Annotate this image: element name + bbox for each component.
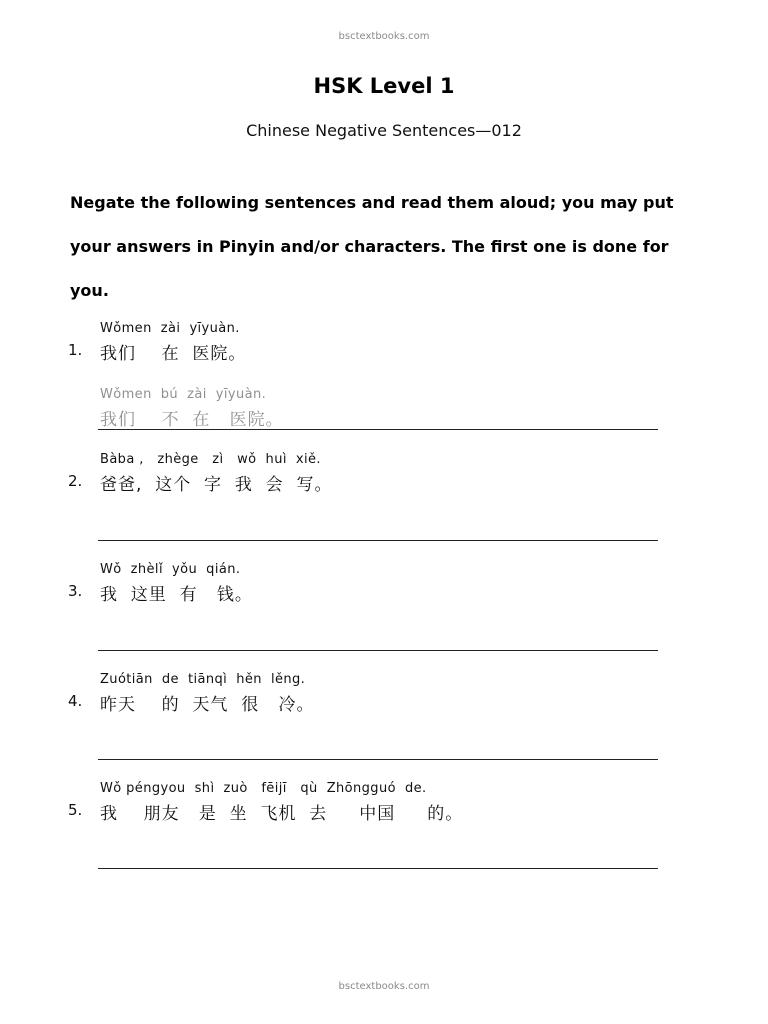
item-number: 4. [68, 692, 83, 710]
item-number: 3. [68, 582, 83, 600]
example-answer-pinyin: Wǒmen bú zài yīyuàn. [100, 387, 267, 402]
item-characters: 昨天 的 天气 很 冷。 [100, 695, 315, 715]
item-number: 1. [68, 341, 83, 359]
answer-line-2 [98, 540, 658, 541]
item-pinyin: Zuótiān de tiānqì hěn lěng. [100, 672, 306, 687]
item-pinyin: Wǒ péngyou shì zuò fēijī qù Zhōngguó de. [100, 781, 427, 796]
answer-line-4 [98, 759, 658, 760]
instructions-text: Negate the following sentences and read them aloud; you may put your answers in Pinyin and/or characters. The first one is done for you. [70, 193, 674, 300]
page-subtitle: Chinese Negative Sentences—012 [246, 121, 522, 140]
answer-line-1 [98, 429, 658, 430]
answer-line-5 [98, 868, 658, 869]
item-characters: 我 朋友 是 坐 飞机 去 中国 的。 [100, 804, 464, 824]
page-title: HSK Level 1 [313, 74, 455, 98]
footer-site-name: bsctextbooks.com [338, 981, 430, 992]
item-pinyin: Bàba , zhège zì wǒ huì xiě. [100, 452, 321, 467]
item-characters: 我 这里 有 钱。 [100, 585, 253, 605]
item-characters: 爸爸, 这个 字 我 会 写。 [100, 475, 333, 495]
item-characters: 我们 在 医院。 [100, 344, 247, 364]
item-pinyin: Wǒ zhèlǐ yǒu qián. [100, 562, 241, 577]
item-number: 5. [68, 801, 83, 819]
item-pinyin: Wǒmen zài yīyuàn. [100, 321, 240, 336]
answer-line-3 [98, 650, 658, 651]
header-site-name: bsctextbooks.com [338, 31, 430, 42]
item-number: 2. [68, 472, 83, 490]
example-answer-characters: 我们 不 在 医院。 [100, 410, 284, 430]
